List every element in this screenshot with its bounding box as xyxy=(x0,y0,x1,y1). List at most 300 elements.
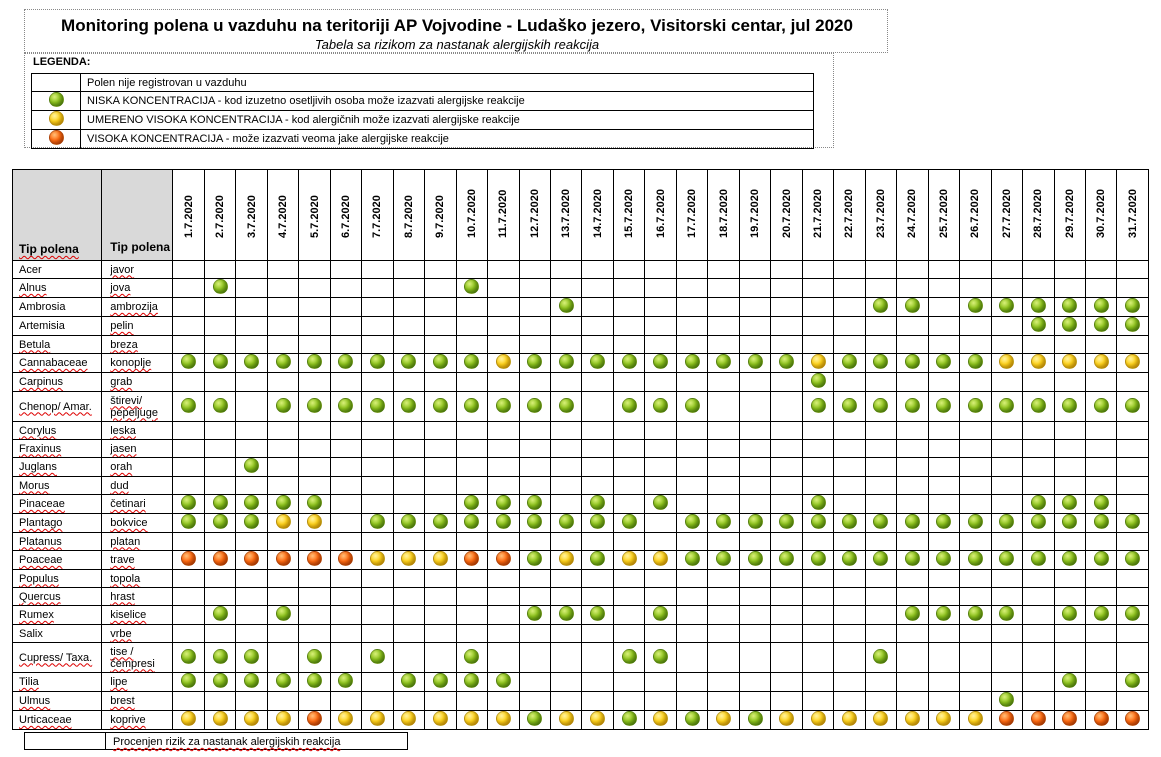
risk-cell xyxy=(771,298,802,317)
risk-cell xyxy=(551,373,582,392)
risk-cell xyxy=(236,495,267,514)
concentration-dot-icon xyxy=(748,711,763,726)
risk-cell xyxy=(834,440,865,458)
risk-cell xyxy=(425,606,456,625)
risk-cell xyxy=(299,392,330,422)
risk-cell xyxy=(802,533,833,551)
concentration-dot-icon xyxy=(936,606,951,621)
concentration-dot-icon xyxy=(1031,398,1046,413)
risk-cell xyxy=(330,422,361,440)
concentration-dot-icon xyxy=(968,298,983,313)
pollen-latin-label: Carpinus xyxy=(19,376,64,388)
risk-cell xyxy=(425,422,456,440)
risk-cell xyxy=(1023,514,1054,533)
pollen-latin xyxy=(13,373,102,392)
risk-cell xyxy=(330,625,361,643)
risk-cell xyxy=(173,495,204,514)
pollen-local xyxy=(102,673,173,692)
risk-cell xyxy=(362,643,393,673)
risk-cell xyxy=(897,673,928,692)
pollen-local xyxy=(102,533,173,551)
concentration-dot-icon xyxy=(213,673,228,688)
risk-cell xyxy=(488,495,519,514)
risk-cell xyxy=(991,373,1022,392)
concentration-dot-icon xyxy=(1125,551,1140,566)
table-row xyxy=(13,317,1149,336)
risk-cell xyxy=(299,533,330,551)
risk-cell xyxy=(425,317,456,336)
risk-cell xyxy=(1085,373,1116,392)
risk-cell xyxy=(1117,533,1149,551)
concentration-dot-icon xyxy=(999,398,1014,413)
date-header xyxy=(236,170,267,261)
risk-cell xyxy=(708,261,739,279)
risk-cell xyxy=(299,551,330,570)
risk-cell xyxy=(299,514,330,533)
risk-cell xyxy=(802,711,833,730)
risk-cell xyxy=(802,458,833,477)
risk-cell xyxy=(897,317,928,336)
risk-cell xyxy=(551,458,582,477)
pollen-latin-label: Chenop/ Amar. xyxy=(19,400,92,413)
risk-cell xyxy=(960,354,991,373)
pollen-latin-label: Salix xyxy=(19,627,43,640)
risk-cell xyxy=(299,458,330,477)
risk-cell xyxy=(1117,551,1149,570)
risk-cell xyxy=(456,440,487,458)
legend-text: VISOKA KONCENTRACIJA - može izazvati veoma jake alergijske reakcije xyxy=(81,130,814,149)
risk-cell xyxy=(456,477,487,495)
risk-cell xyxy=(1054,279,1085,298)
concentration-dot-icon xyxy=(936,354,951,369)
risk-cell xyxy=(708,392,739,422)
concentration-dot-icon xyxy=(1125,514,1140,529)
risk-cell xyxy=(991,533,1022,551)
risk-cell xyxy=(456,261,487,279)
date-header xyxy=(425,170,456,261)
pollen-local xyxy=(102,279,173,298)
risk-cell xyxy=(330,298,361,317)
risk-cell xyxy=(173,298,204,317)
risk-cell xyxy=(960,570,991,588)
risk-cell xyxy=(204,495,235,514)
risk-cell xyxy=(330,392,361,422)
risk-cell xyxy=(1085,711,1116,730)
concentration-dot-icon xyxy=(1031,514,1046,529)
concentration-dot-icon xyxy=(527,606,542,621)
concentration-dot-icon xyxy=(1062,317,1077,332)
risk-cell xyxy=(173,692,204,711)
risk-cell xyxy=(362,354,393,373)
risk-cell xyxy=(708,373,739,392)
risk-cell xyxy=(960,422,991,440)
risk-cell xyxy=(897,392,928,422)
risk-cell xyxy=(708,279,739,298)
pollen-local-label: breza xyxy=(110,338,138,351)
risk-cell xyxy=(645,606,676,625)
risk-cell xyxy=(928,625,959,643)
concentration-dot-icon xyxy=(370,551,385,566)
risk-cell xyxy=(928,261,959,279)
risk-cell xyxy=(362,477,393,495)
risk-cell xyxy=(488,279,519,298)
risk-cell xyxy=(708,673,739,692)
concentration-dot-icon xyxy=(181,495,196,510)
risk-cell xyxy=(362,588,393,606)
concentration-dot-icon xyxy=(244,458,259,473)
risk-cell xyxy=(551,692,582,711)
pollen-local xyxy=(102,317,173,336)
risk-cell xyxy=(897,261,928,279)
risk-cell xyxy=(834,458,865,477)
concentration-dot-icon xyxy=(401,551,416,566)
risk-cell xyxy=(1023,606,1054,625)
risk-cell xyxy=(1085,392,1116,422)
concentration-dot-icon xyxy=(905,298,920,313)
concentration-dot-icon xyxy=(999,354,1014,369)
risk-cell xyxy=(1023,551,1054,570)
pollen-latin-label: Cupress/ Taxa. xyxy=(19,651,93,664)
risk-cell xyxy=(236,514,267,533)
risk-cell xyxy=(330,551,361,570)
risk-cell xyxy=(1117,440,1149,458)
risk-cell xyxy=(771,279,802,298)
risk-cell xyxy=(834,570,865,588)
date-header xyxy=(488,170,519,261)
concentration-dot-icon xyxy=(999,551,1014,566)
date-label: 21.7.2020 xyxy=(812,189,824,238)
date-header xyxy=(771,170,802,261)
concentration-dot-icon xyxy=(936,551,951,566)
risk-cell xyxy=(960,673,991,692)
risk-cell xyxy=(771,477,802,495)
pollen-latin-label: Rumex xyxy=(19,609,54,621)
risk-cell xyxy=(173,279,204,298)
concentration-dot-icon xyxy=(370,514,385,529)
concentration-dot-icon xyxy=(244,673,259,688)
risk-cell xyxy=(330,458,361,477)
concentration-dot-icon xyxy=(842,711,857,726)
risk-cell xyxy=(1054,373,1085,392)
risk-cell xyxy=(267,570,298,588)
risk-cell xyxy=(865,354,896,373)
risk-cell xyxy=(708,588,739,606)
risk-cell xyxy=(582,643,613,673)
risk-cell xyxy=(865,495,896,514)
risk-cell xyxy=(1117,354,1149,373)
risk-cell xyxy=(928,336,959,354)
risk-cell xyxy=(613,711,644,730)
risk-cell xyxy=(676,606,707,625)
pollen-local-label: kiselice xyxy=(110,609,147,621)
risk-cell xyxy=(173,625,204,643)
risk-cell xyxy=(299,279,330,298)
risk-cell xyxy=(456,625,487,643)
risk-cell xyxy=(425,373,456,392)
risk-cell xyxy=(739,422,770,440)
risk-cell xyxy=(771,458,802,477)
risk-cell xyxy=(1054,354,1085,373)
concentration-dot-icon xyxy=(1094,298,1109,313)
date-label: 1.7.2020 xyxy=(182,195,195,238)
risk-cell xyxy=(236,533,267,551)
risk-cell xyxy=(173,711,204,730)
concentration-dot-icon xyxy=(716,354,731,369)
date-label: 20.7.2020 xyxy=(780,189,793,238)
pollen-local xyxy=(102,422,173,440)
pollen-local-label: lipe xyxy=(110,676,128,688)
concentration-dot-icon xyxy=(1031,551,1046,566)
risk-cell xyxy=(1023,373,1054,392)
risk-cell xyxy=(676,570,707,588)
risk-cell xyxy=(645,354,676,373)
date-header xyxy=(456,170,487,261)
risk-cell xyxy=(267,458,298,477)
risk-cell xyxy=(991,692,1022,711)
risk-cell xyxy=(1023,673,1054,692)
risk-cell xyxy=(802,477,833,495)
concentration-dot-icon xyxy=(49,130,64,145)
risk-cell xyxy=(488,673,519,692)
risk-cell xyxy=(802,692,833,711)
risk-cell xyxy=(1085,606,1116,625)
date-label: 4.7.2020 xyxy=(277,195,290,238)
risk-cell xyxy=(456,392,487,422)
concentration-dot-icon xyxy=(1062,711,1077,726)
risk-cell xyxy=(425,692,456,711)
risk-cell xyxy=(267,298,298,317)
pollen-latin-label: Populus xyxy=(19,572,59,585)
date-header xyxy=(739,170,770,261)
risk-cell xyxy=(802,673,833,692)
risk-cell xyxy=(739,551,770,570)
risk-cell xyxy=(708,495,739,514)
risk-cell xyxy=(1085,551,1116,570)
risk-cell xyxy=(204,392,235,422)
risk-cell xyxy=(676,458,707,477)
risk-cell xyxy=(1085,625,1116,643)
risk-cell xyxy=(960,298,991,317)
pollen-local-label: bokvice xyxy=(110,517,148,529)
risk-cell xyxy=(330,606,361,625)
concentration-dot-icon xyxy=(370,398,385,413)
risk-cell xyxy=(676,298,707,317)
risk-cell xyxy=(299,354,330,373)
pollen-latin xyxy=(13,440,102,458)
risk-cell xyxy=(928,279,959,298)
concentration-dot-icon xyxy=(181,649,196,664)
concentration-dot-icon xyxy=(213,279,228,294)
risk-cell xyxy=(991,298,1022,317)
risk-cell xyxy=(771,495,802,514)
risk-cell xyxy=(267,422,298,440)
risk-cell xyxy=(991,477,1022,495)
risk-cell xyxy=(582,673,613,692)
risk-cell xyxy=(519,336,550,354)
risk-cell xyxy=(645,261,676,279)
risk-cell xyxy=(991,392,1022,422)
concentration-dot-icon xyxy=(936,711,951,726)
risk-cell xyxy=(960,643,991,673)
concentration-dot-icon xyxy=(1125,711,1140,726)
pollen-local xyxy=(102,477,173,495)
risk-cell xyxy=(1085,354,1116,373)
risk-cell xyxy=(897,298,928,317)
risk-cell xyxy=(676,422,707,440)
risk-cell xyxy=(960,606,991,625)
risk-cell xyxy=(897,514,928,533)
risk-cell xyxy=(362,570,393,588)
date-label: 13.7.2020 xyxy=(560,189,573,238)
risk-cell xyxy=(330,261,361,279)
risk-cell xyxy=(173,261,204,279)
risk-cell xyxy=(582,298,613,317)
risk-cell xyxy=(582,570,613,588)
risk-cell xyxy=(582,373,613,392)
concentration-dot-icon xyxy=(1062,495,1077,510)
pollen-latin xyxy=(13,298,102,317)
concentration-dot-icon xyxy=(936,514,951,529)
concentration-dot-icon xyxy=(244,495,259,510)
concentration-dot-icon xyxy=(905,606,920,621)
concentration-dot-icon xyxy=(276,398,291,413)
risk-cell xyxy=(362,606,393,625)
pollen-latin xyxy=(13,673,102,692)
risk-cell xyxy=(456,606,487,625)
concentration-dot-icon xyxy=(433,398,448,413)
concentration-dot-icon xyxy=(1062,551,1077,566)
risk-cell xyxy=(362,625,393,643)
risk-cell xyxy=(1117,673,1149,692)
risk-cell xyxy=(425,279,456,298)
footer-divider xyxy=(105,733,106,749)
risk-cell xyxy=(393,533,424,551)
concentration-dot-icon xyxy=(213,711,228,726)
risk-cell xyxy=(645,422,676,440)
risk-cell xyxy=(676,261,707,279)
concentration-dot-icon xyxy=(307,711,322,726)
risk-cell xyxy=(267,261,298,279)
risk-cell xyxy=(897,588,928,606)
title-box xyxy=(24,9,888,53)
risk-cell xyxy=(551,588,582,606)
risk-cell xyxy=(645,514,676,533)
risk-cell xyxy=(488,570,519,588)
concentration-dot-icon xyxy=(968,551,983,566)
risk-cell xyxy=(802,606,833,625)
risk-cell xyxy=(802,373,833,392)
risk-cell xyxy=(488,392,519,422)
concentration-dot-icon xyxy=(464,551,479,566)
concentration-dot-icon xyxy=(622,649,637,664)
date-header xyxy=(173,170,204,261)
header-local xyxy=(102,170,173,261)
risk-cell xyxy=(834,588,865,606)
pollen-local xyxy=(102,440,173,458)
pollen-local-label: brest xyxy=(110,695,135,707)
pollen-local-label: leska xyxy=(110,424,136,437)
concentration-dot-icon xyxy=(842,354,857,369)
risk-cell xyxy=(1085,458,1116,477)
header-latin-label: Tip polena xyxy=(19,242,79,256)
date-header xyxy=(1117,170,1149,261)
risk-cell xyxy=(834,551,865,570)
risk-cell xyxy=(236,261,267,279)
risk-cell xyxy=(456,692,487,711)
risk-cell xyxy=(582,477,613,495)
date-header xyxy=(204,170,235,261)
risk-cell xyxy=(267,336,298,354)
risk-cell xyxy=(834,279,865,298)
risk-cell xyxy=(330,692,361,711)
risk-cell xyxy=(613,317,644,336)
concentration-dot-icon xyxy=(779,354,794,369)
risk-cell xyxy=(204,643,235,673)
risk-cell xyxy=(991,643,1022,673)
risk-cell xyxy=(1085,298,1116,317)
risk-cell xyxy=(456,643,487,673)
table-row xyxy=(13,551,1149,570)
risk-cell xyxy=(204,317,235,336)
date-header xyxy=(960,170,991,261)
risk-cell xyxy=(425,673,456,692)
risk-cell xyxy=(204,625,235,643)
risk-cell xyxy=(173,354,204,373)
concentration-dot-icon xyxy=(244,711,259,726)
risk-cell xyxy=(204,606,235,625)
pollen-latin xyxy=(13,588,102,606)
concentration-dot-icon xyxy=(401,354,416,369)
risk-cell xyxy=(928,422,959,440)
risk-cell xyxy=(204,336,235,354)
risk-cell xyxy=(330,336,361,354)
risk-cell xyxy=(1054,533,1085,551)
concentration-dot-icon xyxy=(622,551,637,566)
risk-cell xyxy=(676,533,707,551)
risk-cell xyxy=(708,458,739,477)
concentration-dot-icon xyxy=(496,354,511,369)
risk-cell xyxy=(676,551,707,570)
pollen-local xyxy=(102,551,173,570)
risk-cell xyxy=(582,392,613,422)
risk-cell xyxy=(1085,440,1116,458)
risk-cell xyxy=(739,495,770,514)
risk-cell xyxy=(960,588,991,606)
concentration-dot-icon xyxy=(307,495,322,510)
risk-cell xyxy=(236,551,267,570)
risk-cell xyxy=(708,440,739,458)
risk-cell xyxy=(928,495,959,514)
risk-cell xyxy=(676,643,707,673)
risk-cell xyxy=(204,279,235,298)
risk-cell xyxy=(519,495,550,514)
concentration-dot-icon xyxy=(653,711,668,726)
concentration-dot-icon xyxy=(1125,398,1140,413)
risk-cell xyxy=(865,588,896,606)
concentration-dot-icon xyxy=(338,551,353,566)
risk-cell xyxy=(865,514,896,533)
concentration-dot-icon xyxy=(1094,354,1109,369)
concentration-dot-icon xyxy=(968,606,983,621)
date-header xyxy=(551,170,582,261)
risk-cell xyxy=(802,625,833,643)
concentration-dot-icon xyxy=(276,606,291,621)
date-label: 16.7.2020 xyxy=(654,189,667,238)
risk-cell xyxy=(519,373,550,392)
risk-cell xyxy=(173,336,204,354)
risk-cell xyxy=(425,514,456,533)
date-header xyxy=(802,170,833,261)
